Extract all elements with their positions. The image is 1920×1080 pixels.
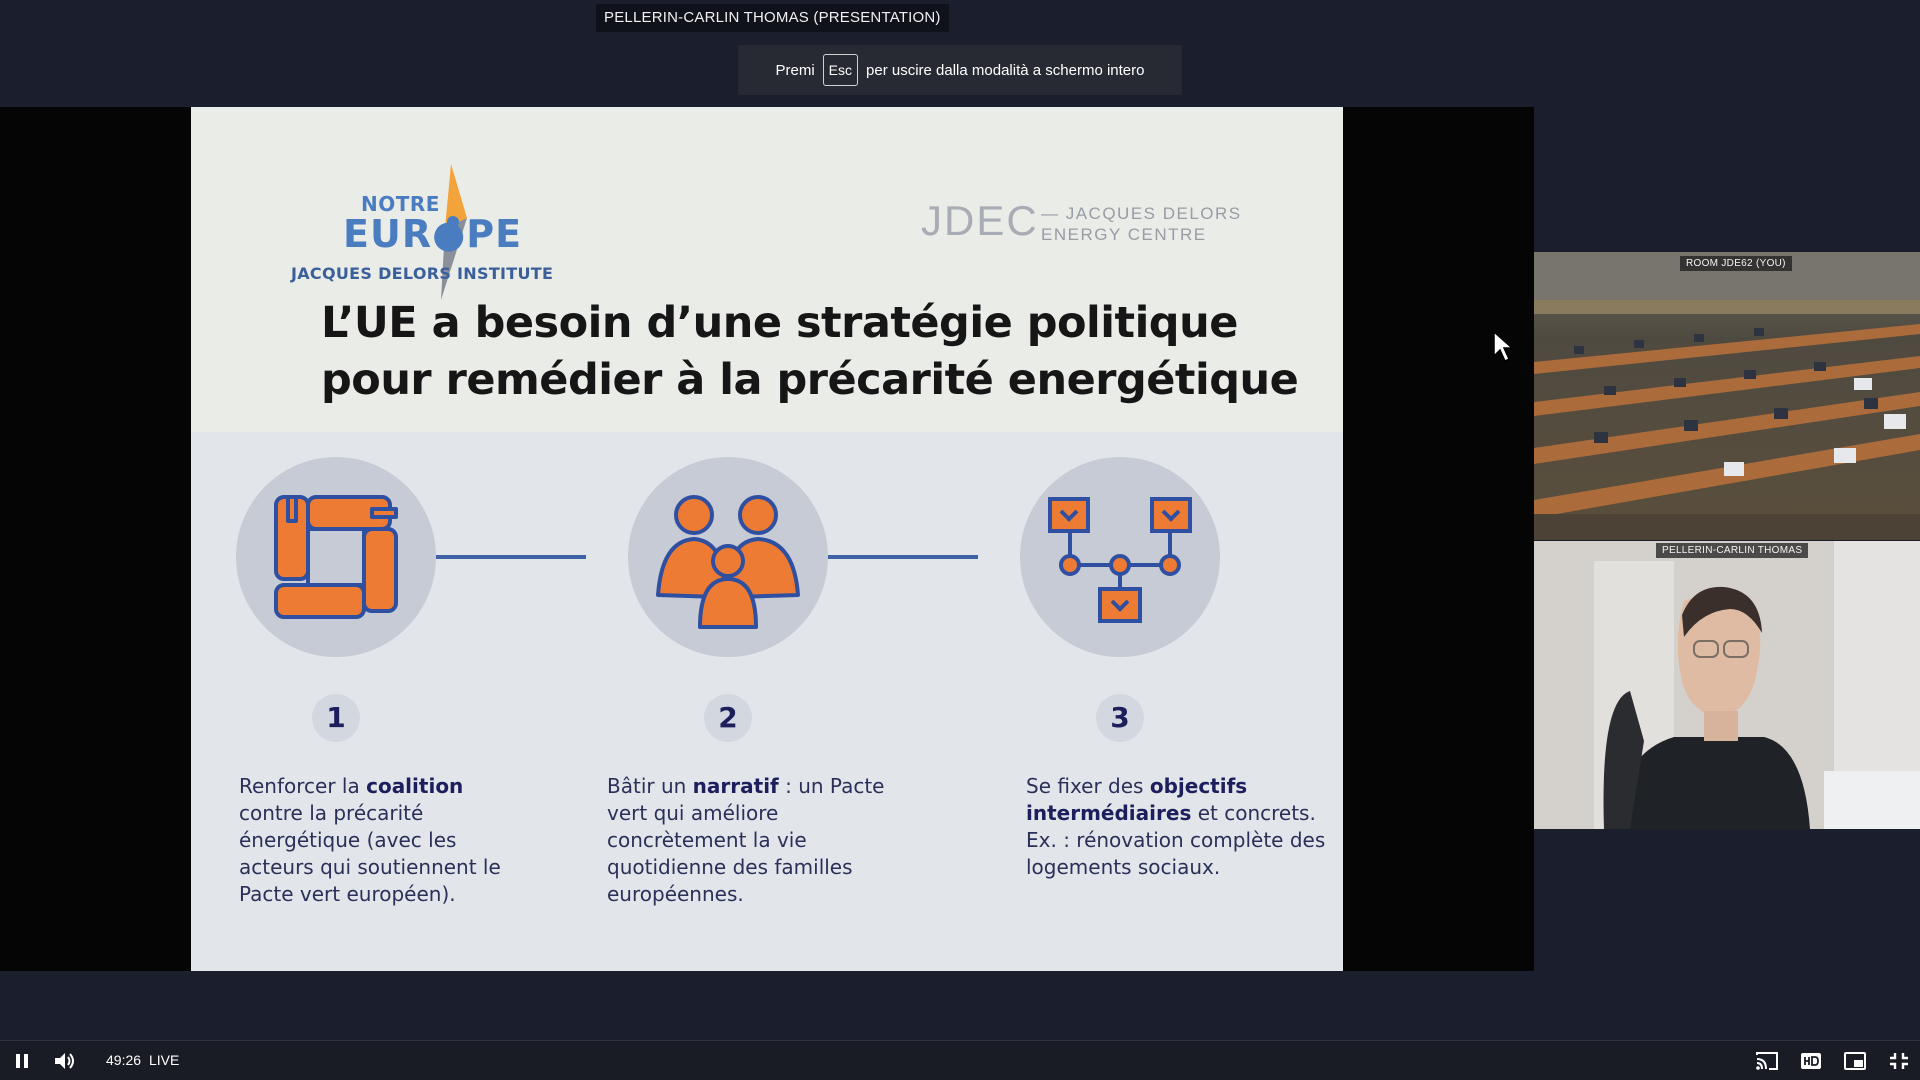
step-3-text-a: Se fixer des (1026, 774, 1150, 798)
step-1-text-a: Renforcer la (239, 774, 367, 798)
family-icon (628, 457, 828, 657)
objectives-flow-icon (1020, 457, 1220, 657)
connector-line-1-2 (436, 555, 586, 559)
jdec-subtitle-line1: — JACQUES DELORS (1041, 204, 1242, 223)
cast-icon (1754, 1049, 1780, 1073)
pause-button[interactable] (9, 1049, 35, 1073)
step-3-text-b: et concrets. Ex. : rénovation complète des logements sociaux. (1026, 801, 1326, 879)
presenter-camera-feed[interactable] (1534, 541, 1920, 829)
quality-hd-button[interactable] (1798, 1049, 1824, 1073)
jdec-logo (921, 197, 1281, 247)
picture-in-picture-icon (1842, 1049, 1868, 1073)
step-1-circle (236, 457, 436, 657)
logo-europe-text: EUR●PE (343, 212, 523, 256)
connector-line-2-3 (828, 555, 978, 559)
notre-europe-logo (291, 162, 591, 297)
step-2-text (607, 773, 907, 908)
room-camera-feed[interactable] (1534, 252, 1920, 540)
cast-button[interactable] (1754, 1049, 1780, 1073)
mouse-cursor-icon (1492, 330, 1514, 364)
fullscreen-notice-after: per uscire dalla modalità a schermo intero (866, 61, 1145, 79)
hd-icon (1798, 1049, 1824, 1073)
slide-title (321, 295, 1321, 409)
live-indicator[interactable]: LIVE (149, 1052, 180, 1068)
step-1-number: 1 (312, 694, 360, 742)
presentation-slide (191, 107, 1343, 971)
presenter-camera-label: PELLERIN-CARLIN THOMAS (1656, 543, 1808, 558)
jdec-mark-text: JDEC (921, 197, 1039, 244)
step-1-text-b: contre la précarité énergétique (avec les acteurs qui soutiennent le Pacte vert européen). (239, 801, 501, 906)
logo-notre-text: NOTRE (361, 192, 440, 216)
room-camera-label: ROOM JDE62 (YOU) (1680, 256, 1792, 271)
volume-icon (52, 1049, 78, 1073)
step-2-text-b: : un Pacte vert qui améliore concrètement la vie quotidienne des familles européennes. (607, 774, 885, 906)
pause-icon (9, 1049, 35, 1073)
step-3-text-bold: objectifs intermédiaires (1026, 774, 1248, 825)
hands-coalition-icon (236, 457, 436, 657)
step-1-text (239, 773, 509, 908)
fullscreen-notice (738, 45, 1182, 95)
logo-institute-text: JACQUES DELORS INSTITUTE (291, 264, 554, 283)
step-2-number: 2 (704, 694, 752, 742)
slide-title-line2: pour remédier à la précarité energétique (321, 355, 1299, 405)
picture-in-picture-button[interactable] (1842, 1049, 1868, 1073)
exit-fullscreen-icon (1886, 1049, 1912, 1073)
esc-key-hint: Esc (823, 54, 858, 86)
fullscreen-notice-before: Premi (775, 61, 815, 79)
slide-title-line1: L’UE a besoin d’une stratégie politique (321, 298, 1238, 348)
step-3-number: 3 (1096, 694, 1144, 742)
conference-room-image (1534, 252, 1920, 540)
player-control-bar (0, 1040, 1920, 1080)
jdec-subtitle-line2: ENERGY CENTRE (1041, 225, 1207, 244)
step-2-text-a: Bâtir un (607, 774, 693, 798)
presenter-image (1534, 541, 1920, 829)
volume-button[interactable] (52, 1049, 78, 1073)
playback-time: 49:26 (106, 1052, 142, 1068)
step-3-circle (1020, 457, 1220, 657)
step-2-text-bold: narratif (692, 774, 779, 798)
presenter-title: PELLERIN-CARLIN THOMAS (PRESENTATION) (596, 4, 949, 32)
exit-fullscreen-button[interactable] (1886, 1049, 1912, 1073)
step-1-text-bold: coalition (366, 774, 464, 798)
step-3-text (1026, 773, 1326, 881)
step-2-circle (628, 457, 828, 657)
jdec-subtitle (1041, 203, 1261, 245)
